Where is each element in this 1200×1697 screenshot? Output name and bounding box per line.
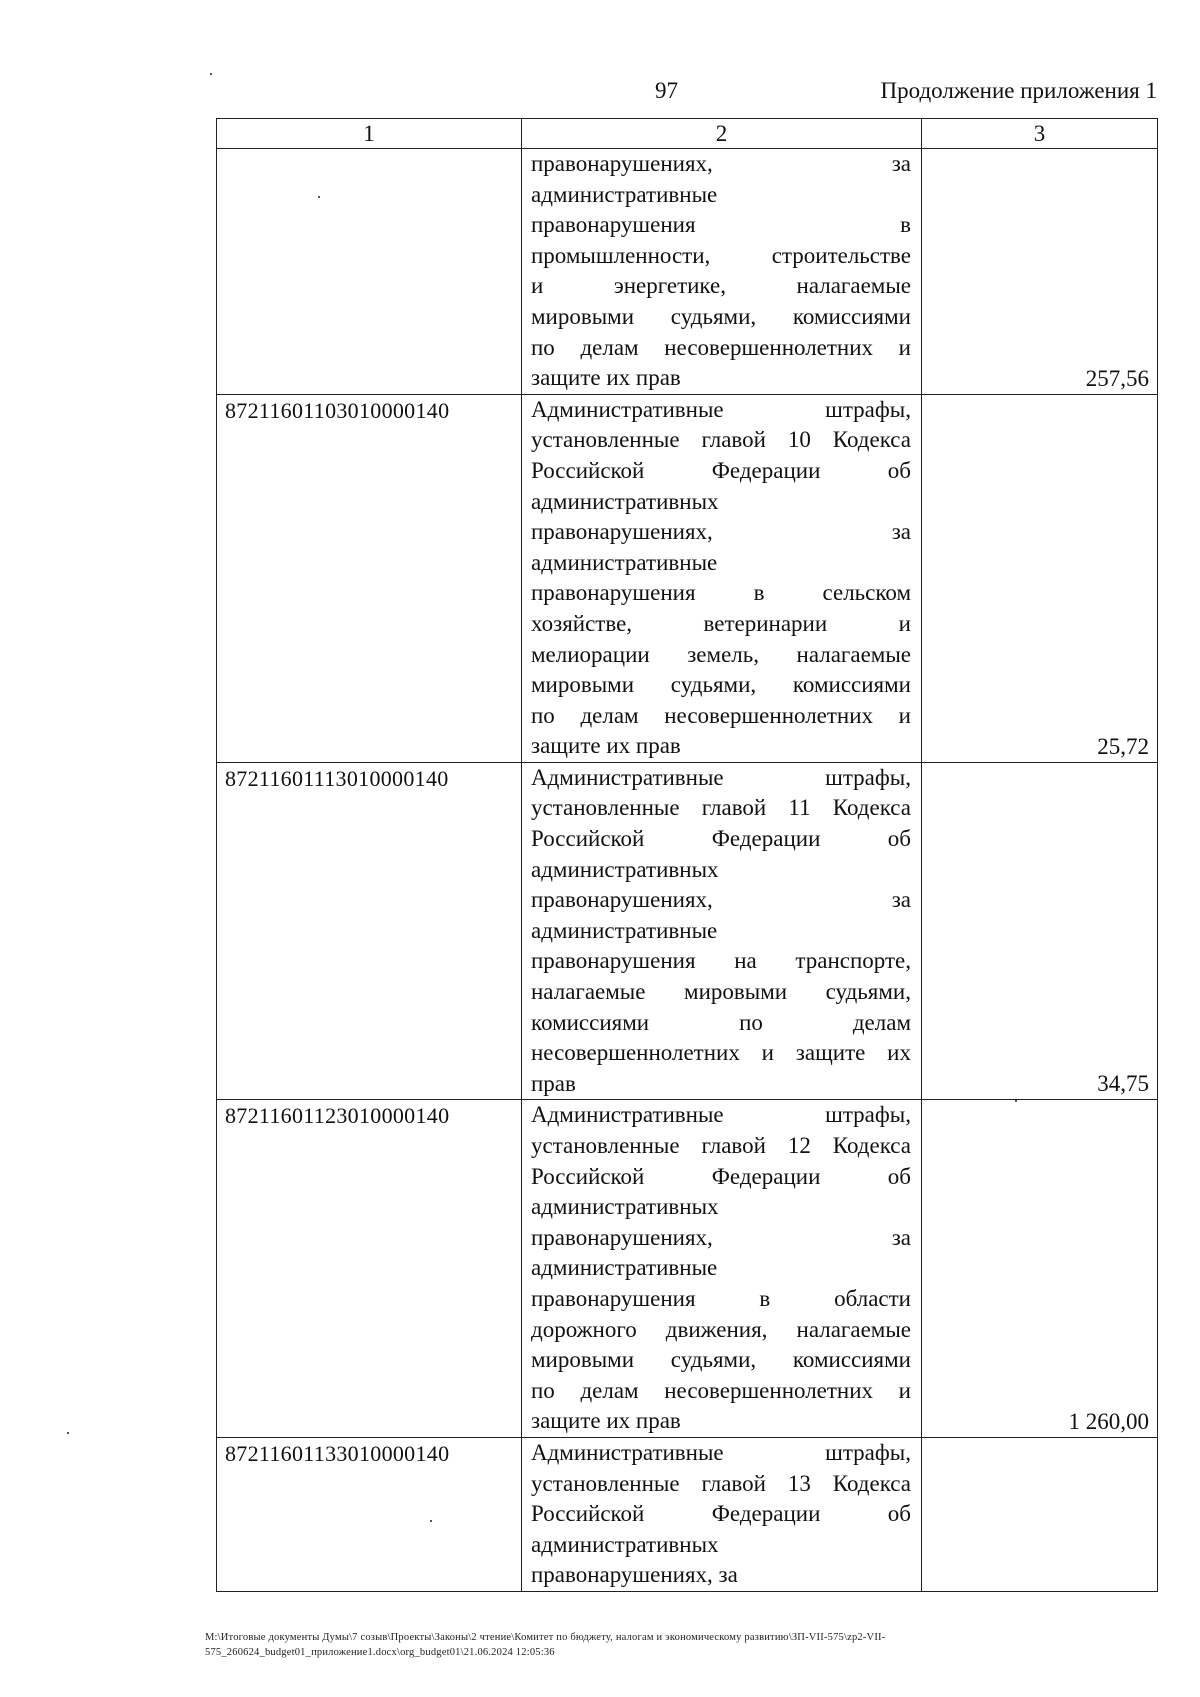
description-line: установленные главой 11 Кодекса <box>531 795 911 821</box>
description-line: Российской Федерации об <box>531 457 911 483</box>
scan-speck <box>210 73 212 75</box>
table-row <box>217 1100 1158 1438</box>
description-cell <box>522 1437 922 1591</box>
description-cell <box>522 762 922 1100</box>
budget-code-cell: 87211601103010000140 <box>217 394 522 762</box>
scan-speck <box>67 1432 69 1434</box>
amount-cell: 25,72 <box>922 394 1158 762</box>
description-line: Российской Федерации об <box>531 826 911 852</box>
description-line: правонарушениях, за <box>531 1562 738 1588</box>
amount-cell: 1 260,00 <box>922 1100 1158 1438</box>
budget-code-cell: 87211601133010000140 <box>217 1437 522 1591</box>
description-line: административных <box>531 1194 719 1220</box>
description-line: правонарушениях, за <box>531 1224 911 1250</box>
description-cell <box>522 394 922 762</box>
description-line: Административные штрафы, <box>531 1439 911 1465</box>
description-line: прав <box>531 1070 576 1096</box>
description-line: административные <box>531 549 718 575</box>
description-line: защите их прав <box>531 733 681 759</box>
description-line: административных <box>531 856 719 882</box>
description-line: защите их прав <box>531 365 681 391</box>
description-line: установленные главой 12 Кодекса <box>531 1133 911 1158</box>
description-line: мировыми судьями, комиссиями <box>531 1347 911 1373</box>
description-line: и энергетике, налагаемые <box>531 273 911 299</box>
column-header-1: 1 <box>217 119 522 149</box>
description-line: Российской Федерации об <box>531 1501 911 1527</box>
amount-cell: 34,75 <box>922 762 1158 1100</box>
description-cell <box>522 1100 922 1438</box>
budget-code-cell: 87211601123010000140 <box>217 1100 522 1438</box>
description-line: правонарушения в <box>531 212 911 238</box>
budget-code-cell: 87211601113010000140 <box>217 762 522 1100</box>
budget-code-cell <box>217 149 522 395</box>
description-line: Российской Федерации об <box>531 1163 911 1189</box>
table-row <box>217 149 1158 395</box>
table-body <box>217 149 1158 1592</box>
description-line: Административные штрафы, <box>531 396 911 422</box>
table-row <box>217 762 1158 1100</box>
description-line: правонарушениях, за <box>531 519 911 545</box>
description-line: административных <box>531 488 719 514</box>
description-line: хозяйстве, ветеринарии и <box>531 610 911 636</box>
description-line: правонарушения в сельском <box>531 580 911 606</box>
description-line: правонарушения в области <box>531 1285 911 1311</box>
description-line: правонарушениях, за <box>531 151 911 176</box>
description-line: дорожного движения, налагаемые <box>531 1316 911 1342</box>
budget-table <box>216 118 1158 1592</box>
scan-speck <box>430 1520 432 1522</box>
description-line: Административные штрафы, <box>531 1102 911 1128</box>
scan-speck <box>1015 1100 1017 1102</box>
description-line: административные <box>531 181 718 207</box>
description-line: комиссиями по делам <box>531 1009 911 1035</box>
scan-speck <box>318 196 320 198</box>
table-row <box>217 1437 1158 1591</box>
description-line: несовершеннолетних и защите их <box>531 1040 911 1066</box>
table-row <box>217 394 1158 762</box>
document-path-footer: M:\Итоговые документы Думы\7 созыв\Проекты\Законы\2 чтение\Комитет по бюджету, налогам и экономическому развитию\ЗП-VII-575\zp2-VII-575_260624_budget01_приложение1.docx\org_budget01\21.06.2024 12:05:36 <box>205 1632 886 1658</box>
description-line: правонарушения на транспорте, <box>531 948 911 974</box>
description-line: мировыми судьями, комиссиями <box>531 303 911 329</box>
description-line: мелиорации земель, налагаемые <box>531 641 911 667</box>
description-line: по делам несовершеннолетних и <box>531 1377 911 1403</box>
description-line: правонарушениях, за <box>531 887 911 913</box>
table-header <box>217 119 1158 149</box>
description-line: административных <box>531 1531 719 1557</box>
column-header-2: 2 <box>522 119 922 149</box>
amount-cell <box>922 1437 1158 1591</box>
description-line: промышленности, строительстве <box>531 242 911 268</box>
description-line: налагаемые мировыми судьями, <box>531 979 911 1005</box>
continuation-label: Продолжение приложения 1 <box>880 78 1157 103</box>
description-line: защите их прав <box>531 1408 681 1434</box>
description-line: по делам несовершеннолетних и <box>531 702 911 728</box>
description-line: установленные главой 10 Кодекса <box>531 427 911 453</box>
description-line: мировыми судьями, комиссиями <box>531 672 911 698</box>
description-line: административные <box>531 1255 718 1281</box>
description-line: по делам несовершеннолетних и <box>531 334 911 360</box>
description-line: установленные главой 13 Кодекса <box>531 1470 911 1496</box>
page-number: 97 <box>655 78 678 103</box>
column-header-3: 3 <box>922 119 1158 149</box>
amount-cell: 257,56 <box>922 149 1158 395</box>
description-cell <box>522 149 922 395</box>
description-line: Административные штрафы, <box>531 764 911 790</box>
description-line: административные <box>531 917 718 943</box>
